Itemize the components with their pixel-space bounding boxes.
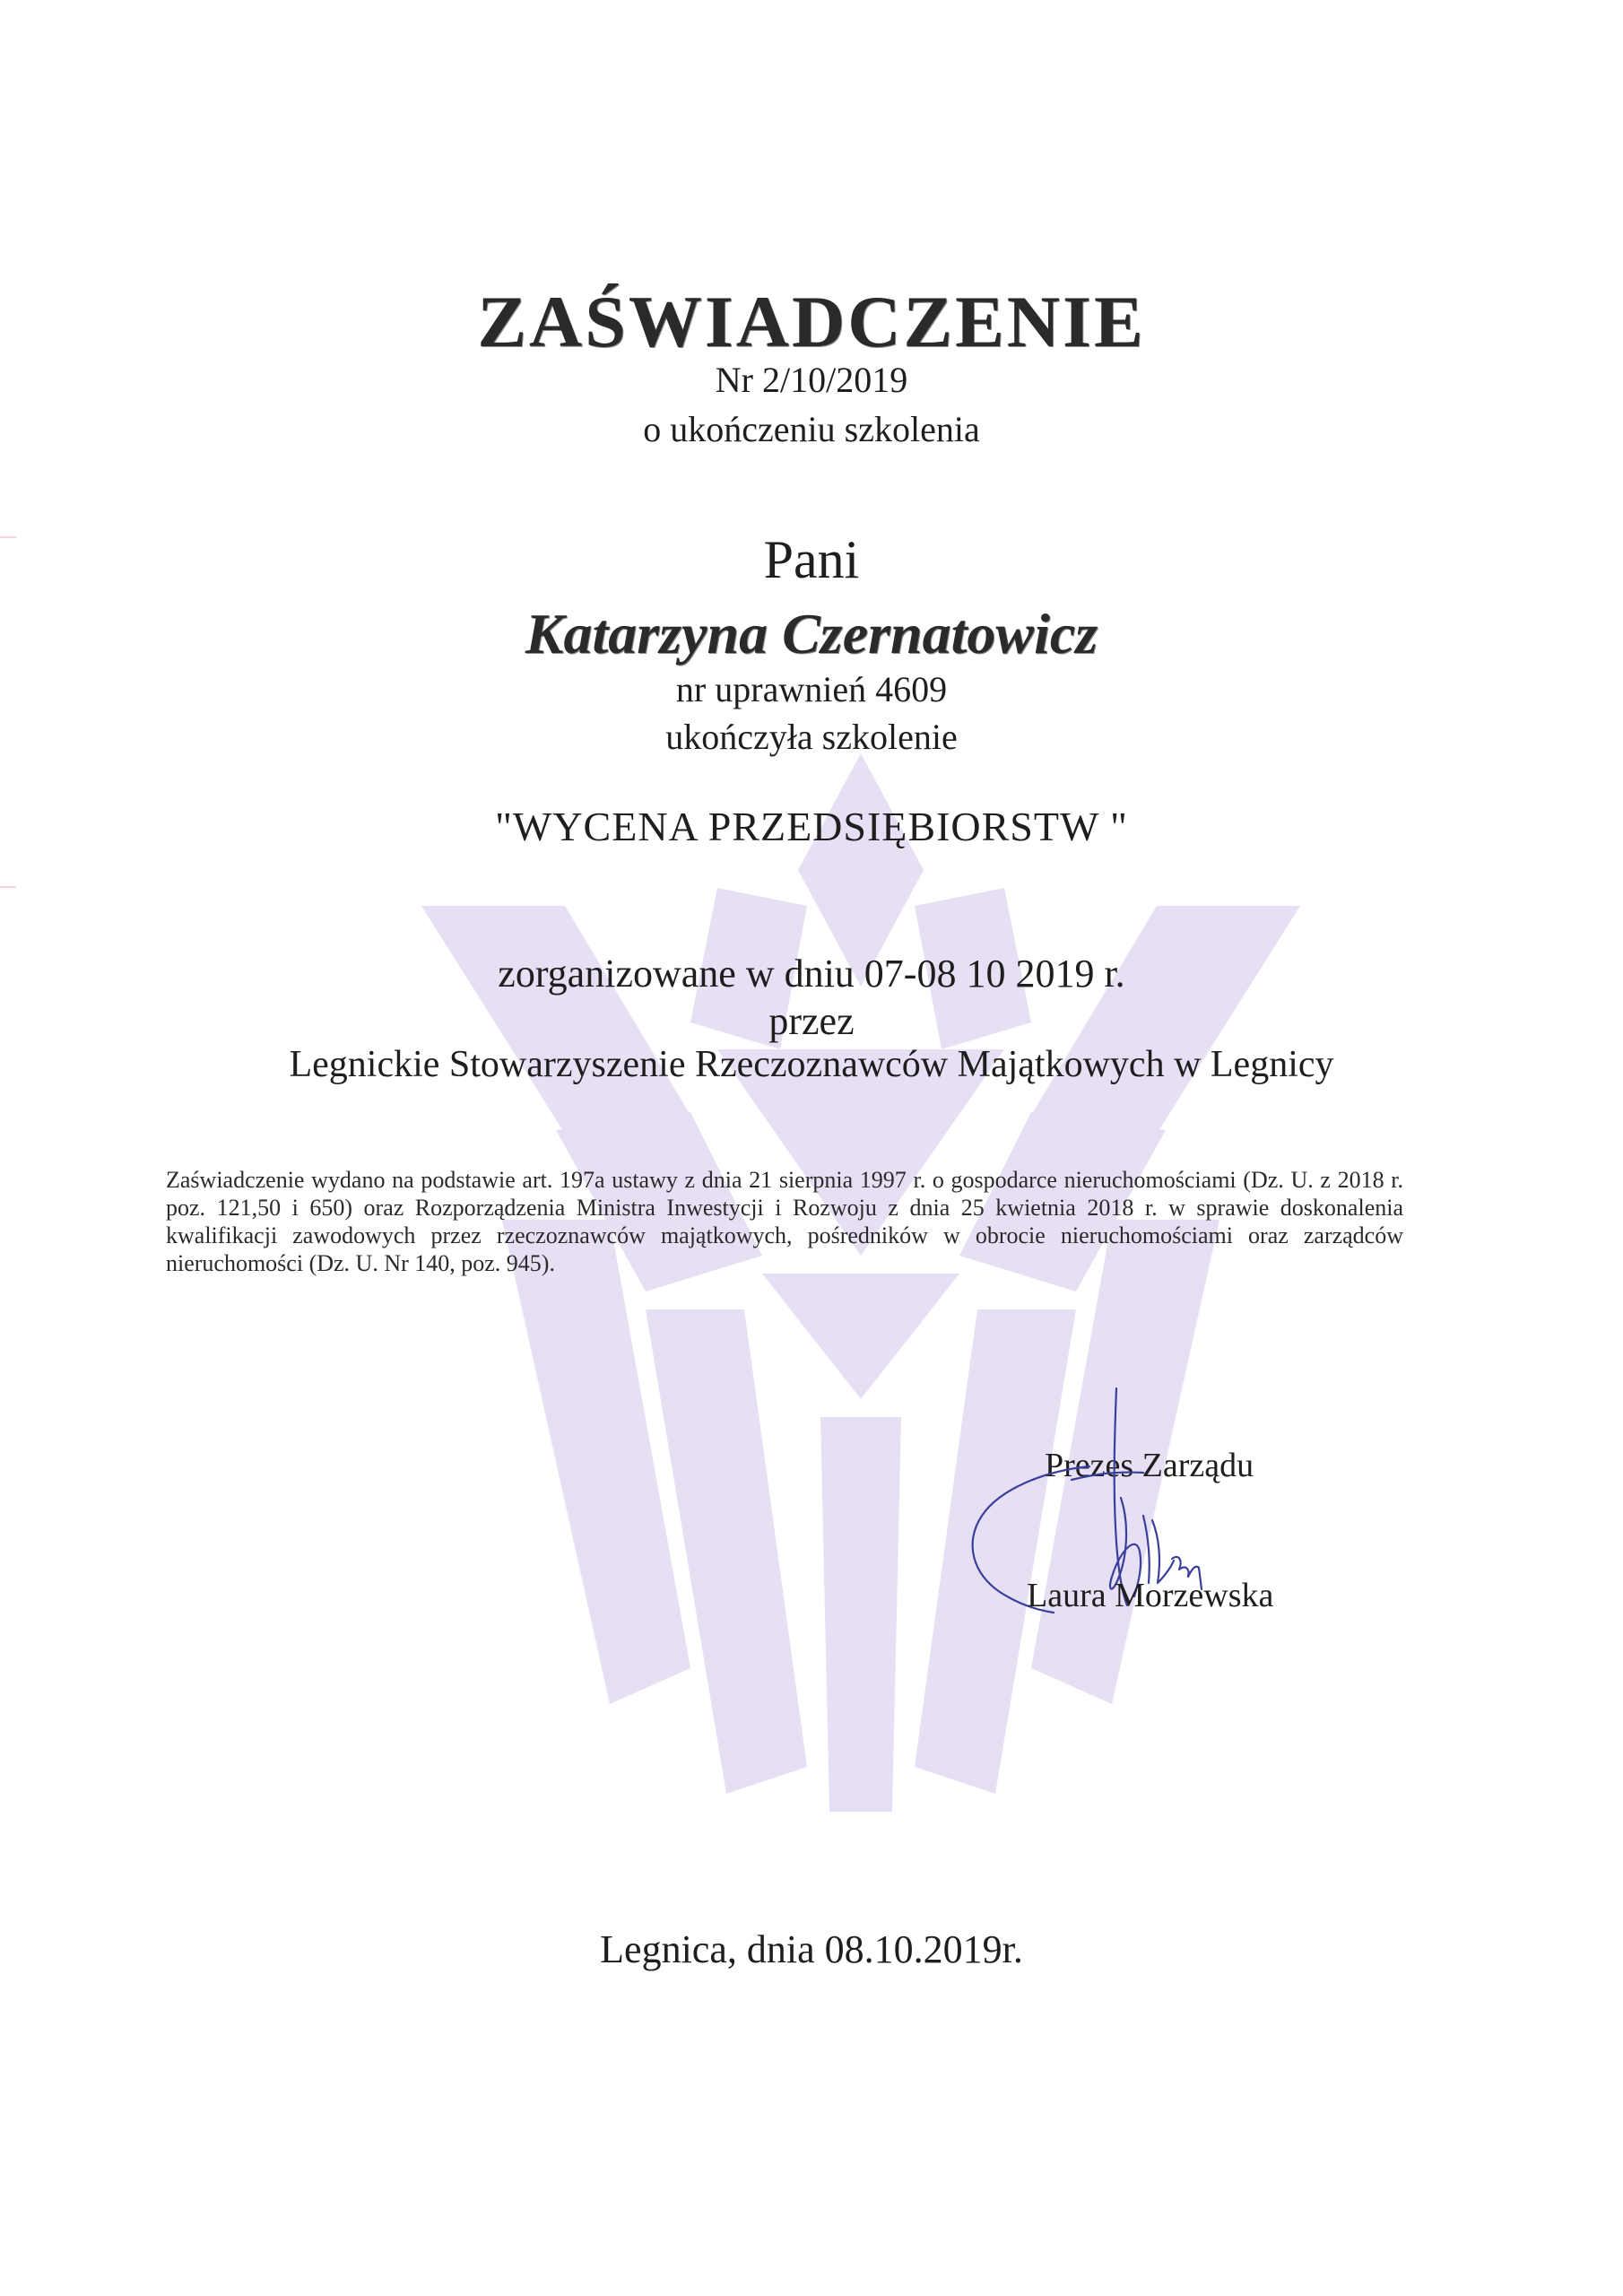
certificate-subtitle: o ukończeniu szkolenia: [643, 409, 980, 449]
place-and-date: Legnica, dnia 08.10.2019r.: [600, 1927, 1023, 1971]
completion-statement: ukończyła szkolenie: [665, 717, 958, 757]
certificate-title: ZAŚWIADCZENIE: [477, 281, 1146, 362]
license-number: nr uprawnień 4609: [675, 669, 948, 709]
certificate-number: Nr 2/10/2019: [715, 360, 908, 400]
recipient-name: Katarzyna Czernatowicz: [525, 602, 1098, 665]
association-logo-watermark: [421, 753, 1300, 1812]
signatory-name: Laura Morzewska: [1027, 1577, 1274, 1614]
scan-edge-mark: [0, 886, 16, 888]
course-title: "WYCENA PRZEDSIĘBIORSTW ": [495, 804, 1128, 849]
organizer-name: Legnickie Stowarzyszenie Rzeczoznawców Majątkowych w Legnicy: [289, 1044, 1334, 1085]
legal-basis-paragraph: Zaświadczenie wydano na podstawie art. 197a ustawy z dnia 21 sierpnia 1997 r. o gospodarce nieruchomościami (Dz. U. z 2018 r. poz. 121,50 i 650) oraz Rozporządzenia Ministra Inwestycji i Rozwoju z dnia 25 kwietnia 2018 r. w sprawie doskonalenia kwalifikacji zawodowych przez rzeczoznawców majątkowych, pośredników w obrocie nieruchomościami oraz zarządców nieruchomości (Dz. U. Nr 140, poz. 945).: [166, 1167, 1403, 1276]
salutation: Pani: [763, 530, 860, 589]
organizer-prefix: przez: [768, 999, 855, 1043]
course-date: zorganizowane w dniu 07-08 10 2019 r.: [498, 952, 1125, 996]
signatory-role: Prezes Zarządu: [1045, 1447, 1254, 1484]
